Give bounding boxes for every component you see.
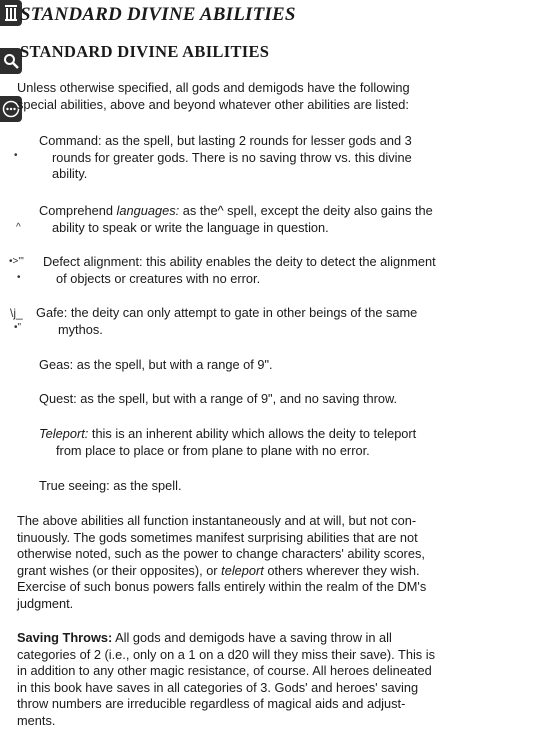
- ability-term: Comprehend: [39, 203, 117, 218]
- ability-line: ability to speak or write the language in question.: [52, 219, 329, 235]
- saving-line: categories of 2 (i.e., only on a 1 on a d20 will they miss their save). This is: [17, 646, 435, 662]
- search-button[interactable]: [0, 48, 22, 74]
- ability-line: [39, 203, 433, 220]
- ability-gate: [36, 305, 417, 338]
- intro-line: special abilities, above and beyond whatever other abilities are listed:: [17, 96, 409, 112]
- summary-line: The above abilities all function instantaneously and at will, but not con-: [17, 513, 417, 528]
- ability-comprehend-languages: [39, 203, 433, 236]
- summary-line: tinuously. The gods sometimes manifest surprising abilities that are not: [17, 529, 418, 545]
- summary-line: [17, 563, 426, 580]
- section-heading: STANDARD DIVINE ABILITIES: [20, 42, 270, 61]
- floating-toolbar: [0, 0, 22, 140]
- summary-text: grant wishes (or their opposites), or: [17, 562, 222, 578]
- ability-line: Defect alignment: this ability enables the deity to detect the alignment: [43, 254, 436, 269]
- ability-command: [39, 133, 412, 183]
- ability-line: from place to place or from plane to plane with no error.: [56, 442, 370, 458]
- ability-detect-alignment: [43, 254, 436, 287]
- bullet-marker: ^: [16, 222, 21, 233]
- saving-line: in this book have saves in all categories of 3. Gods' and heroes' saving: [17, 679, 419, 695]
- ability-line: of objects or creatures with no error.: [56, 270, 261, 286]
- ability-line: rounds for greater gods. There is no saving throw vs. this divine: [52, 149, 412, 165]
- summary-line: otherwise noted, such as the power to change characters' ability scores,: [17, 546, 425, 561]
- ability-text: as the^ spell, except the deity also gains the: [179, 203, 433, 218]
- ability-line: True seeing: as the spell.: [39, 478, 182, 493]
- bullet-marker: •": [14, 322, 22, 333]
- bullet-marker: •: [17, 272, 21, 283]
- summary-paragraph: [17, 513, 426, 612]
- saving-line: [17, 630, 435, 647]
- summary-text: others wherever they wish.: [263, 562, 420, 578]
- menu-button[interactable]: [0, 0, 22, 26]
- bullet-marker: \j_: [10, 306, 23, 320]
- saving-text: All gods and demigods have a saving throw in all: [112, 630, 392, 645]
- ability-line: Gafe: the deity can only attempt to gate in other beings of the same: [36, 305, 418, 320]
- summary-line: Exercise of such bonus powers falls entirely within the realm of the DM's: [17, 579, 427, 594]
- search-icon: [3, 53, 19, 69]
- ability-line: [39, 426, 416, 443]
- saving-throws-paragraph: [17, 630, 435, 729]
- saving-line: ments.: [17, 712, 56, 728]
- summary-term-italic: teleport: [221, 562, 264, 578]
- saving-throws-label: Saving Throws:: [17, 630, 113, 645]
- menu-icon: [4, 4, 18, 22]
- ability-line: Geas: as the spell, but with a range of 9".: [39, 357, 273, 372]
- ability-line: mythos.: [58, 321, 103, 337]
- ability-line: ability.: [52, 166, 88, 181]
- saving-line: throw numbers are irreducible regardless of magical aids and adjust-: [17, 696, 406, 711]
- bullet-marker: •: [14, 150, 18, 161]
- ability-line: Quest: as the spell, but with a range of 9", and no saving throw.: [39, 391, 398, 406]
- summary-line: judgment.: [17, 595, 74, 611]
- ability-text: this is an inherent ability which allows the deity to teleport: [88, 426, 417, 441]
- page-title: STANDARD DIVINE ABILITIES: [20, 4, 296, 25]
- ability-term-italic: languages:: [116, 203, 180, 218]
- intro-paragraph: [17, 80, 410, 113]
- ability-teleport: [39, 426, 416, 459]
- bullet-marker: •>'": [9, 256, 24, 267]
- ability-quest: [39, 391, 397, 408]
- intro-line: Unless otherwise specified, all gods and demigods have the following: [17, 80, 410, 95]
- ability-geas: [39, 357, 273, 374]
- saving-line: in addition to any other magic resistance, of course. All heroes delineated: [17, 663, 432, 678]
- ability-true-seeing: [39, 478, 182, 495]
- ability-line: Command: as the spell, but lasting 2 rounds for lesser gods and 3: [39, 133, 412, 148]
- ability-term-italic: Teleport:: [39, 426, 89, 441]
